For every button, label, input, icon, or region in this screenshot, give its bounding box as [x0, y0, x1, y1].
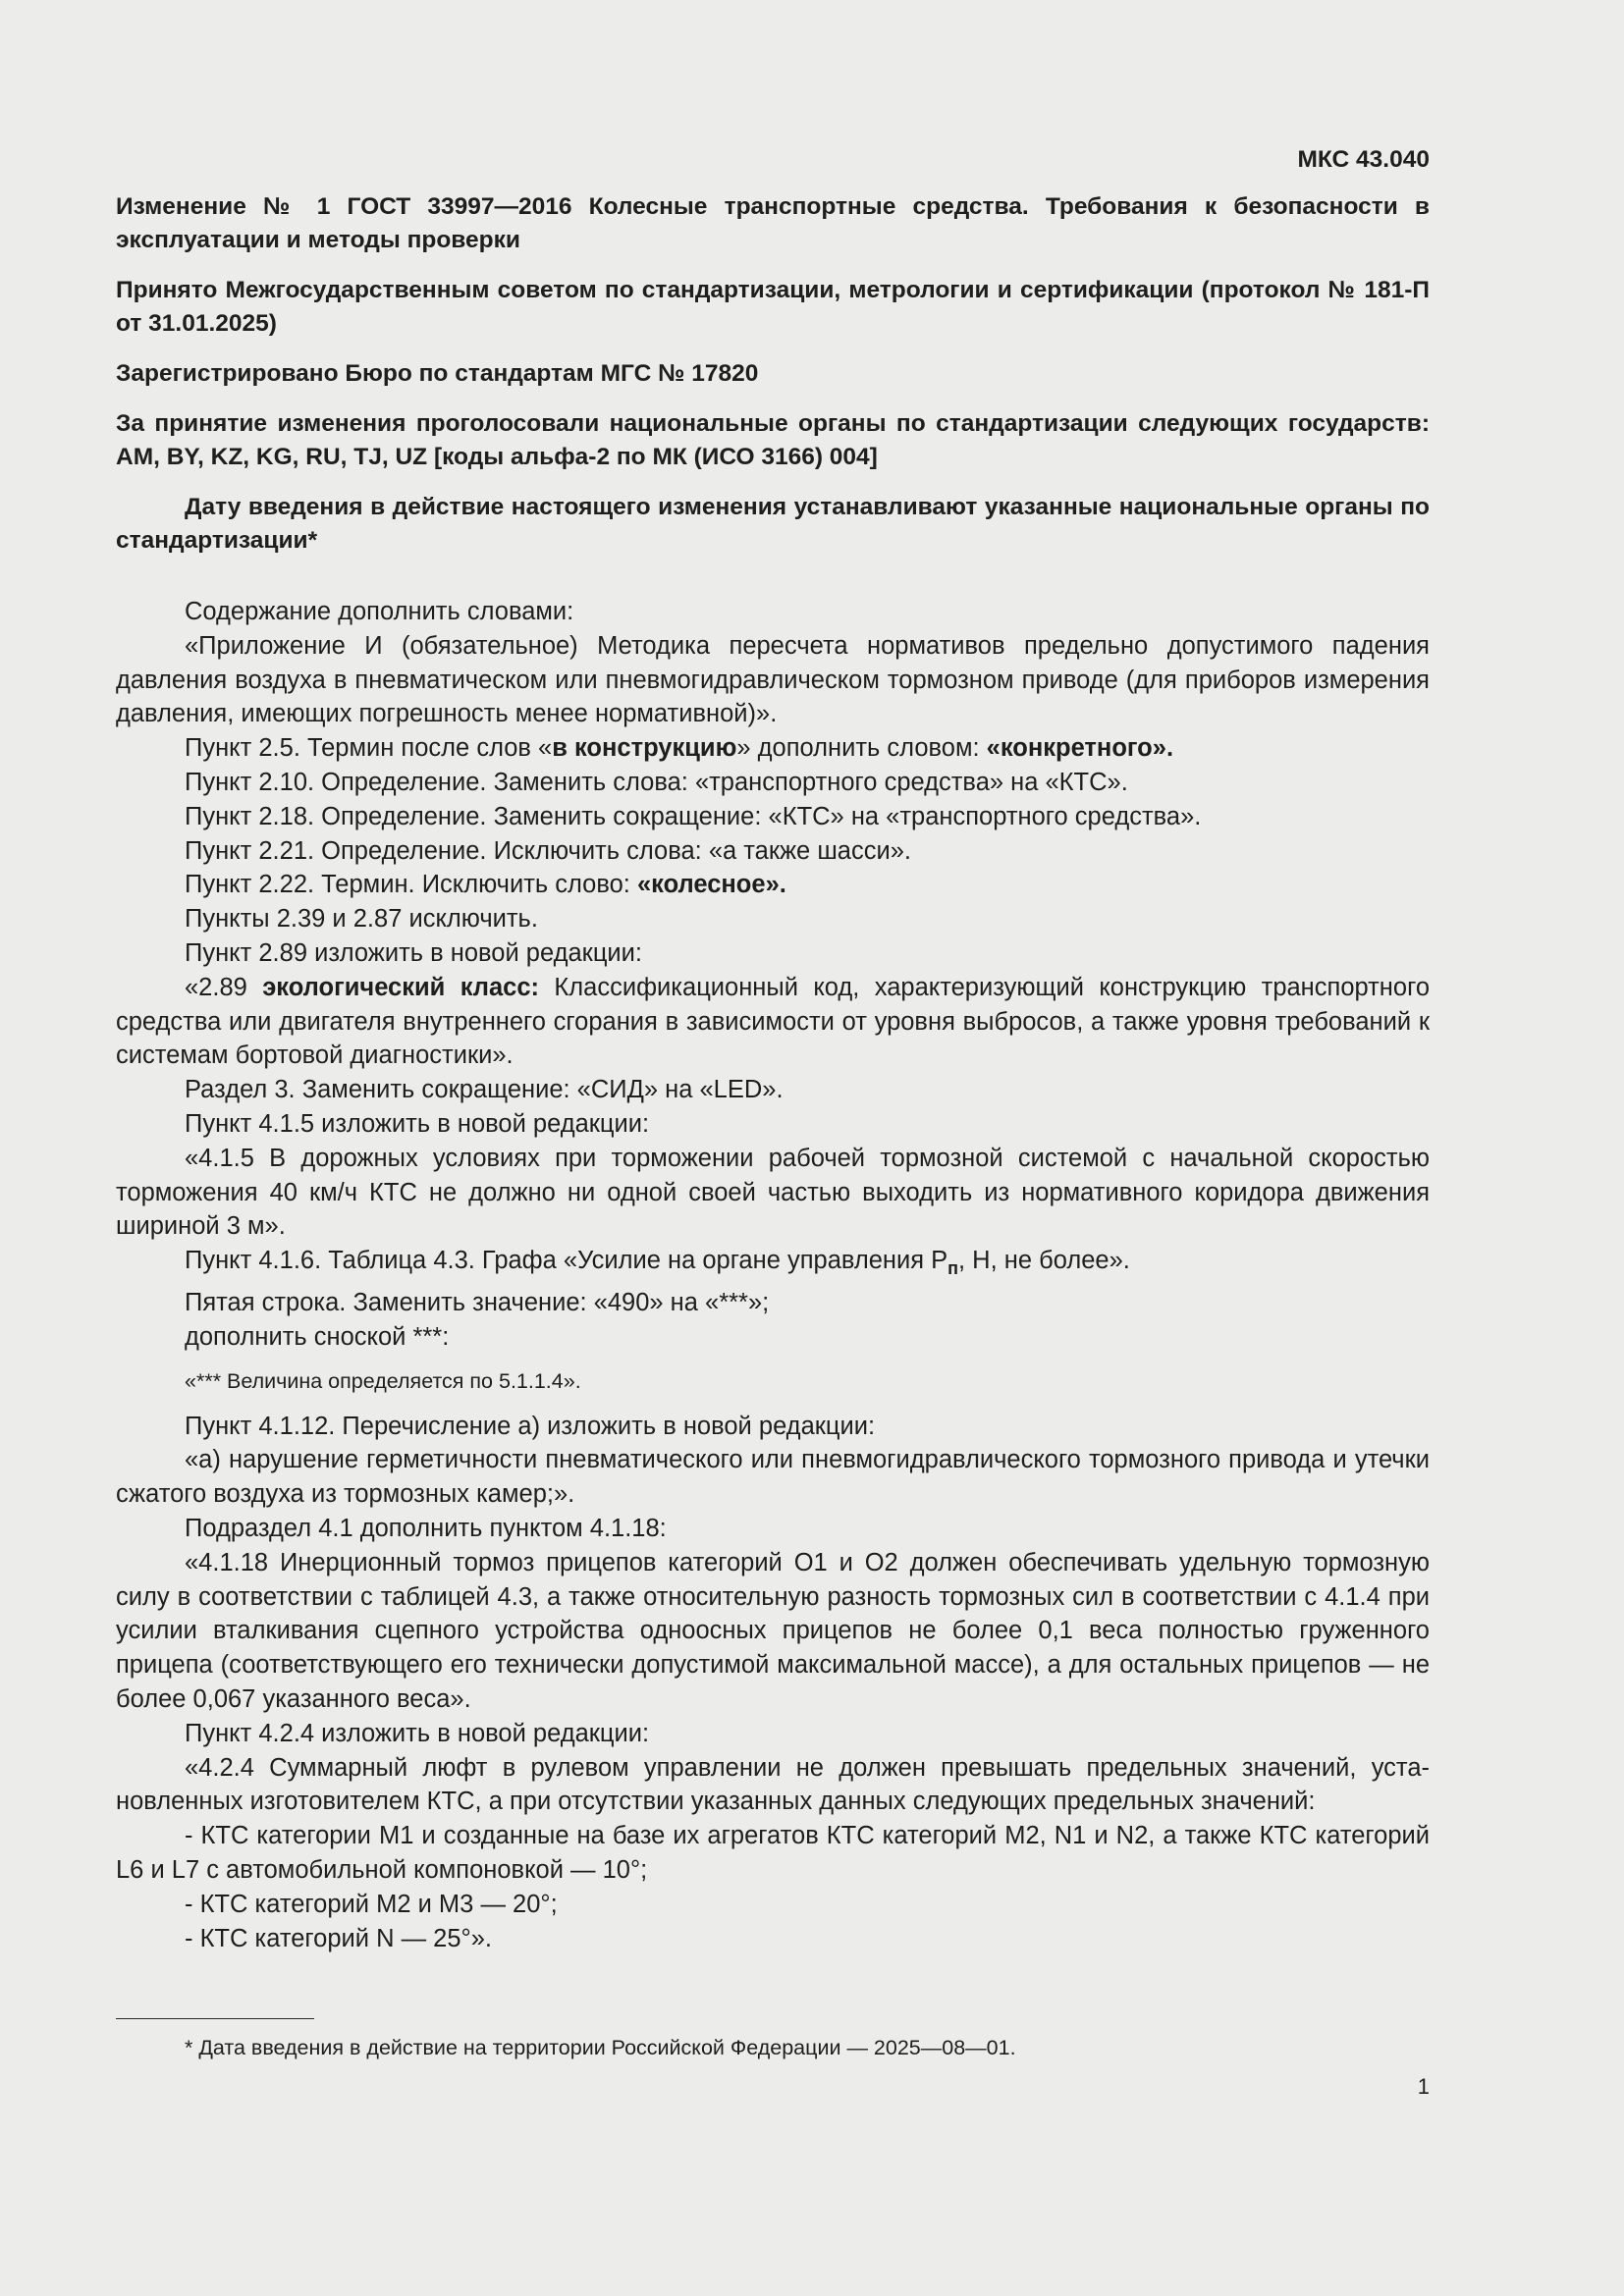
paragraph — [116, 868, 1430, 902]
registration-statement: Зарегистрировано Бюро по стандартам МГС № 17820 — [116, 360, 759, 387]
page-content — [116, 143, 1430, 1955]
text-run: , Н, не более». — [958, 1247, 1130, 1275]
paragraph: дополнить сноской ***: — [185, 1322, 450, 1351]
adopted-statement: Принято Межгосударственным советом по стандартизации, метрологии и сертификации (протокол № 181-П от 31.01.2025) — [116, 277, 1430, 337]
paragraph: Содержание дополнить словами: — [185, 598, 574, 625]
amendment-title: Изменение № 1 ГОСТ 33997—2016 Колесные транспортные средства. Требования к безопасности в эксплуатации и методы проверки — [116, 193, 1430, 253]
paragraph: «Приложение И (обязательное) Методика пересчета нормативов предельно допустимого падения давления воздуха в пневматическом или пневмогидравлическом тормозном приводе (для приборов измерения давления, имеющих погрешность менее нормативной)». — [116, 631, 1430, 728]
amendment-body — [116, 595, 1430, 1955]
paragraph: Пункт 2.89 изложить в новой редакции: — [185, 938, 643, 967]
paragraph: Пункт 2.21. Определение. Исключить слова: «а также шасси». — [185, 836, 911, 865]
list-item: - КТС категории М1 и созданные на базе их агрегатов КТС категорий М2, N1 и N2, а также КТС категорий L6 и L7 с автомобильной компоновкой — 10°; — [116, 1822, 1430, 1884]
effective-date-statement: Дату введения в действие настоящего изменения устанавливают указанные национальные органы по стандартизации* — [116, 494, 1430, 554]
paragraph: Раздел 3. Заменить сокращение: «СИД» на «LED». — [185, 1076, 784, 1104]
paragraph: Пункт 4.1.5 изложить в новой редакции: — [185, 1109, 650, 1138]
paragraph: «4.1.5 В дорожных условиях при торможении рабочей тормозной системой с начальной скоростью торможения 40 км/ч КТС не должно ни одной своей частью выходить из нормативного коридора движения шириной 3 м». — [116, 1144, 1430, 1241]
subscript-run: п — [947, 1258, 959, 1279]
paragraph: Пункт 2.10. Определение. Заменить слова: «транспортного средства» на «КТС». — [185, 768, 1128, 796]
paragraph: «4.1.18 Инерционный тормоз прицепов категорий О1 и О2 должен обеспечивать удельную тормозную силу в соответствии с таблицей 4.3, а также относительную разность тормозных сил в соответствии с 4.1.4 при усилии вталкивания сцепного устройства одноосных прицепов не более 0,1 веса полностью груженного прицепа (соответствующего его технически допустимой максимальной массе), а для остальных прицепов — не более 0,067 указанного веса». — [116, 1548, 1430, 1713]
paragraph — [116, 971, 1430, 1073]
paragraph: «а) нарушение герметичности пневматического или пневмогидравлического тормозного привода и утечки сжатого воздуха из тормозных камер;». — [116, 1446, 1430, 1509]
voting-statement: За принятие изменения проголосовали национальные органы по стандартизации следующих государств: AM, BY, KZ, KG, RU, TJ, UZ [коды альфа-2 по МК (ИСО 3166) 004] — [116, 410, 1430, 470]
text-run: Классификационный код, характеризующий конструкцию транспортного средства или двигателя внутреннего сгорания в зависимости от уровня выбросов, а также уровня требований к системам бортовой диагностики». — [116, 973, 1430, 1070]
bold-run: «колесное». — [636, 871, 786, 899]
paragraph: Пункт 2.18. Определение. Заменить сокращение: «КТС» на «транспортного средства». — [185, 802, 1202, 830]
page-number: 1 — [1417, 2074, 1430, 2099]
text-run: Пункт 2.22. Термин. Исключить слово: — [185, 871, 637, 899]
footnote-divider — [116, 2018, 314, 2019]
paragraph — [116, 731, 1430, 766]
bold-run: экологический класс: — [262, 973, 540, 1001]
text-run: » дополнить словом: — [736, 734, 987, 763]
paragraph: Пункт 4.1.12. Перечисление а) изложить в новой редакции: — [185, 1412, 876, 1440]
list-item: - КТС категорий N — 25°». — [185, 1924, 493, 1952]
inline-footnote: «*** Величина определяется по 5.1.1.4». — [185, 1368, 581, 1393]
text-run: Пункт 4.1.6. Таблица 4.3. Графа «Усилие на органе управления P — [185, 1247, 948, 1275]
paragraph: Пятая строка. Заменить значение: «490» на «***»; — [185, 1289, 770, 1317]
text-run: «2.89 — [185, 973, 263, 1001]
bold-run: «конкретного». — [986, 734, 1174, 763]
paragraph: Подраздел 4.1 дополнить пунктом 4.1.18: — [185, 1515, 667, 1543]
paragraph: Пункт 4.2.4 изложить в новой редакции: — [185, 1719, 650, 1747]
list-item: - КТС категорий М2 и М3 — 20°; — [185, 1890, 558, 1918]
text-run: Пункт 2.5. Термин после слов « — [185, 734, 553, 763]
bold-run: в конструкцию — [552, 734, 737, 763]
mks-code: МКС 43.040 — [1297, 146, 1430, 173]
paragraph: Пункты 2.39 и 2.87 исключить. — [185, 905, 538, 934]
footnote: * Дата введения в действие на территории Российской Федерации — 2025—08—01. — [185, 2036, 1016, 2059]
paragraph: «4.2.4 Суммарный люфт в рулевом управлении не должен превышать предельных значений, установленных изготовителем КТС, а при отсутствии указанных данных следующих предельных значений: — [116, 1753, 1430, 1816]
paragraph — [116, 1244, 1430, 1286]
